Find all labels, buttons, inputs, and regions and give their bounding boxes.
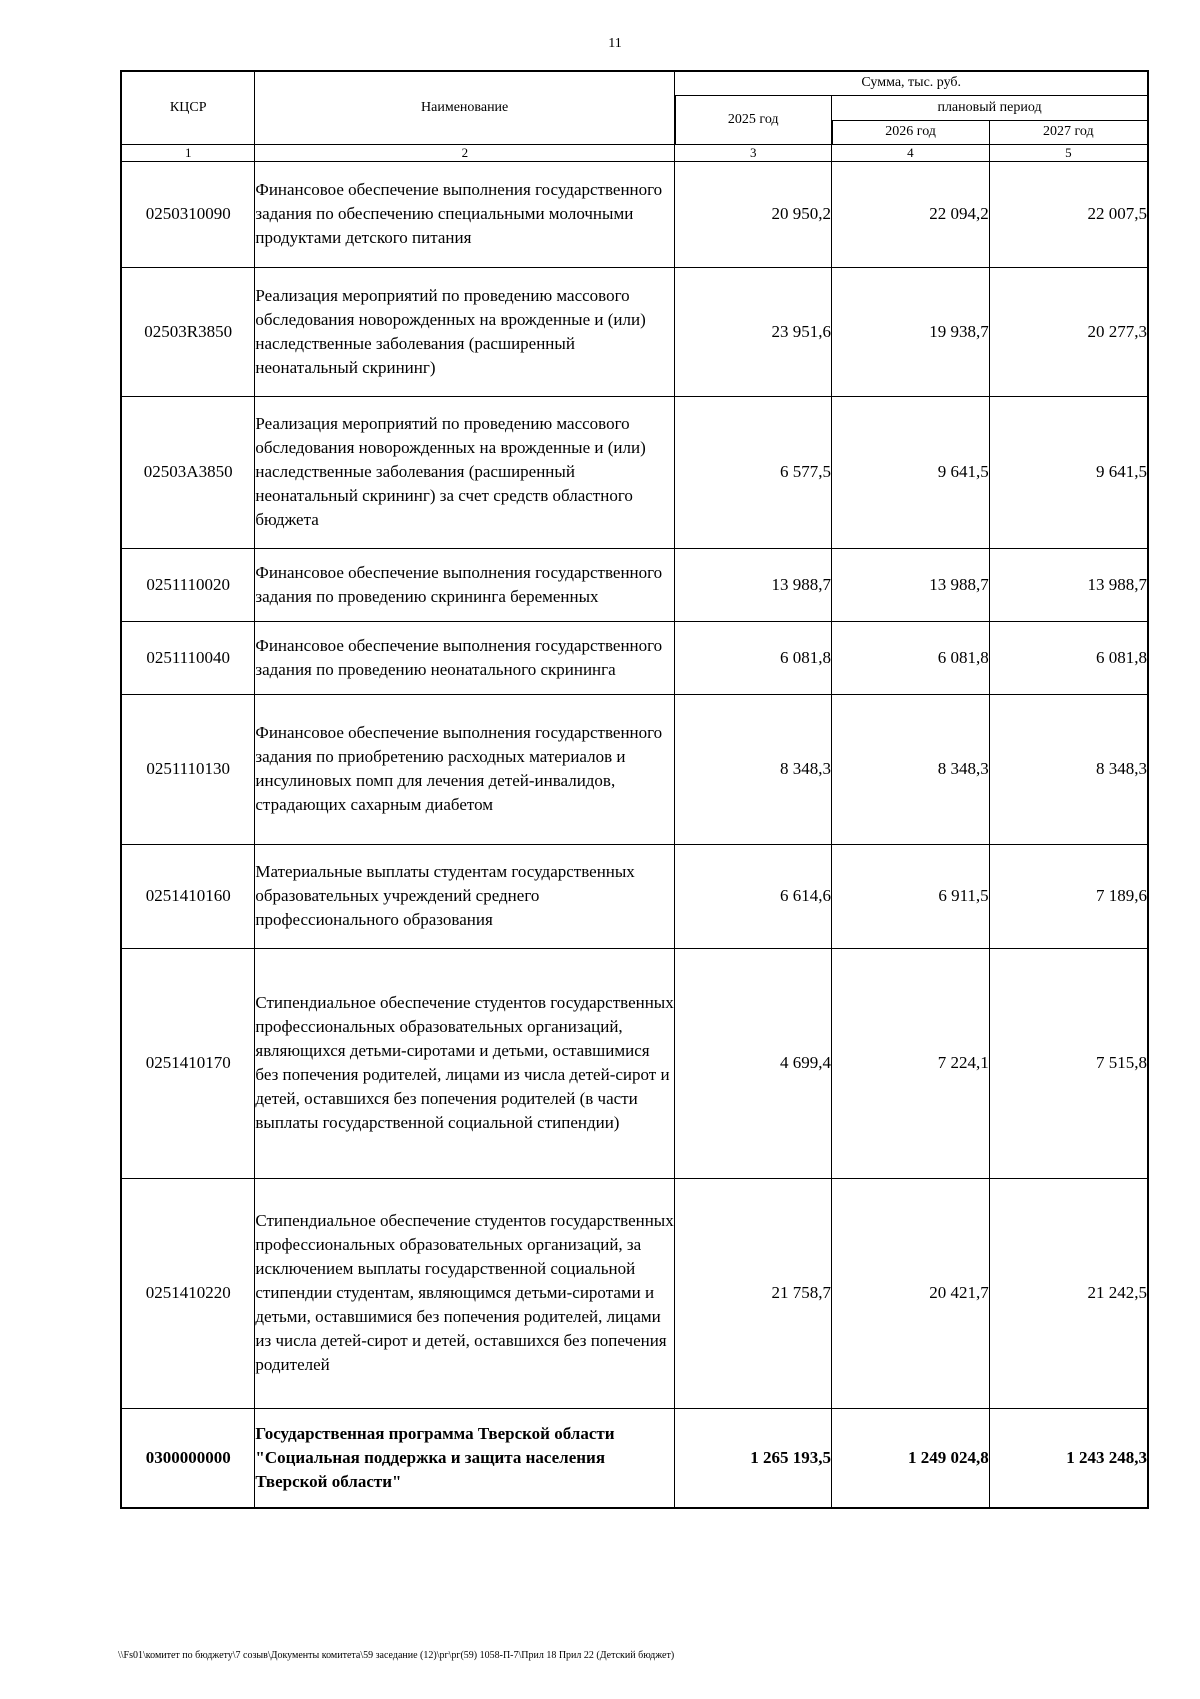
amount-2025: 6 614,6: [675, 844, 832, 948]
item-name: Стипендиальное обеспечение студентов государственных профессиональных образовательных организаций, за исключением выплаты государственной социальной стипендии студентам, являющимся детьми-сиротами и детьми, оставшимися без попечения родителей, лицами из числа детей-сирот и детей, оставшихся без попечения родителей: [255, 1178, 675, 1408]
kcsr-code: 02503R3850: [121, 267, 255, 396]
column-number: 4: [832, 144, 990, 161]
amount-2027: 13 988,7: [989, 548, 1148, 621]
kcsr-code: 0300000000: [121, 1408, 255, 1508]
item-name: Стипендиальное обеспечение студентов государственных профессиональных образовательных организаций, являющихся детьми-сиротами и детьми, оставшимися без попечения родителей, лицами из числа детей-сирот и детей, оставшихся без попечения родителей (в части выплаты государственной социальной стипендии): [255, 948, 675, 1178]
amount-2026: 22 094,2: [832, 161, 990, 267]
amount-2026: 6 081,8: [832, 621, 990, 694]
table-row: [121, 844, 1148, 948]
item-name: Финансовое обеспечение выполнения государственного задания по обеспечению специальными молочными продуктами детского питания: [255, 161, 675, 267]
item-name: Материальные выплаты студентам государственных образовательных учреждений среднего профессионального образования: [255, 844, 675, 948]
amount-2026: 8 348,3: [832, 694, 990, 844]
item-name: Реализация мероприятий по проведению массового обследования новорожденных на врожденные и (или) наследственные заболевания (расширенный неонатальный скрининг): [255, 267, 675, 396]
amount-2025: 13 988,7: [675, 548, 832, 621]
column-number: 5: [989, 144, 1148, 161]
item-name: Финансовое обеспечение выполнения государственного задания по проведению скрининга беременных: [255, 548, 675, 621]
kcsr-code: 0251110020: [121, 548, 255, 621]
amount-2026: 6 911,5: [832, 844, 990, 948]
amount-2025: 20 950,2: [675, 161, 832, 267]
table-row: [121, 948, 1148, 1178]
budget-table: [120, 70, 1149, 1509]
header-name: Наименование: [255, 71, 675, 144]
column-number: 2: [255, 144, 675, 161]
table-row: [121, 621, 1148, 694]
column-number: 3: [675, 144, 832, 161]
header-year-2025: 2025 год: [675, 95, 832, 144]
kcsr-code: 0250310090: [121, 161, 255, 267]
kcsr-code: 0251110130: [121, 694, 255, 844]
amount-2026: 20 421,7: [832, 1178, 990, 1408]
column-number: 1: [121, 144, 255, 161]
header-year-2027: 2027 год: [989, 120, 1148, 144]
amount-2026: 13 988,7: [832, 548, 990, 621]
amount-2026: 7 224,1: [832, 948, 990, 1178]
table-row: [121, 267, 1148, 396]
kcsr-code: 0251410220: [121, 1178, 255, 1408]
amount-2025: 23 951,6: [675, 267, 832, 396]
amount-2025: 6 081,8: [675, 621, 832, 694]
header-planned-period: плановый период: [832, 95, 1148, 120]
kcsr-code: 0251110040: [121, 621, 255, 694]
amount-2027: 7 189,6: [989, 844, 1148, 948]
page-number: 11: [608, 36, 622, 51]
amount-2027: 22 007,5: [989, 161, 1148, 267]
item-name: Финансовое обеспечение выполнения государственного задания по приобретению расходных материалов и инсулиновых помп для лечения детей-инвалидов, страдающих сахарным диабетом: [255, 694, 675, 844]
amount-2027: 7 515,8: [989, 948, 1148, 1178]
file-path-footer: \\Fs01\комитет по бюджету\7 созыв\Документы комитета\59 заседание (12)\рг\рг(59) 1058-П-7\Прил 18 Прил 22 (Детский бюджет): [118, 1650, 675, 1661]
amount-2026: 1 249 024,8: [832, 1408, 990, 1508]
amount-2025: 8 348,3: [675, 694, 832, 844]
amount-2027: 1 243 248,3: [989, 1408, 1148, 1508]
amount-2026: 19 938,7: [832, 267, 990, 396]
amount-2027: 9 641,5: [989, 396, 1148, 548]
amount-2027: 8 348,3: [989, 694, 1148, 844]
table-row: [121, 694, 1148, 844]
table-row: [121, 161, 1148, 267]
kcsr-code: 02503А3850: [121, 396, 255, 548]
amount-2025: 1 265 193,5: [675, 1408, 832, 1508]
header-year-2026: 2026 год: [832, 120, 990, 144]
amount-2027: 6 081,8: [989, 621, 1148, 694]
header-amount: Сумма, тыс. руб.: [675, 71, 1148, 95]
table-row: [121, 1178, 1148, 1408]
table-row: [121, 396, 1148, 548]
amount-2027: 20 277,3: [989, 267, 1148, 396]
amount-2025: 4 699,4: [675, 948, 832, 1178]
header-code: КЦСР: [121, 71, 255, 144]
amount-2027: 21 242,5: [989, 1178, 1148, 1408]
table-row: [121, 1408, 1148, 1508]
item-name: Финансовое обеспечение выполнения государственного задания по проведению неонатального скрининга: [255, 621, 675, 694]
kcsr-code: 0251410170: [121, 948, 255, 1178]
amount-2026: 9 641,5: [832, 396, 990, 548]
kcsr-code: 0251410160: [121, 844, 255, 948]
table-row: [121, 548, 1148, 621]
item-name: Государственная программа Тверской области "Социальная поддержка и защита населения Тверской области": [255, 1408, 675, 1508]
amount-2025: 6 577,5: [675, 396, 832, 548]
item-name: Реализация мероприятий по проведению массового обследования новорожденных на врожденные и (или) наследственные заболевания (расширенный неонатальный скрининг) за счет средств областного бюджета: [255, 396, 675, 548]
amount-2025: 21 758,7: [675, 1178, 832, 1408]
